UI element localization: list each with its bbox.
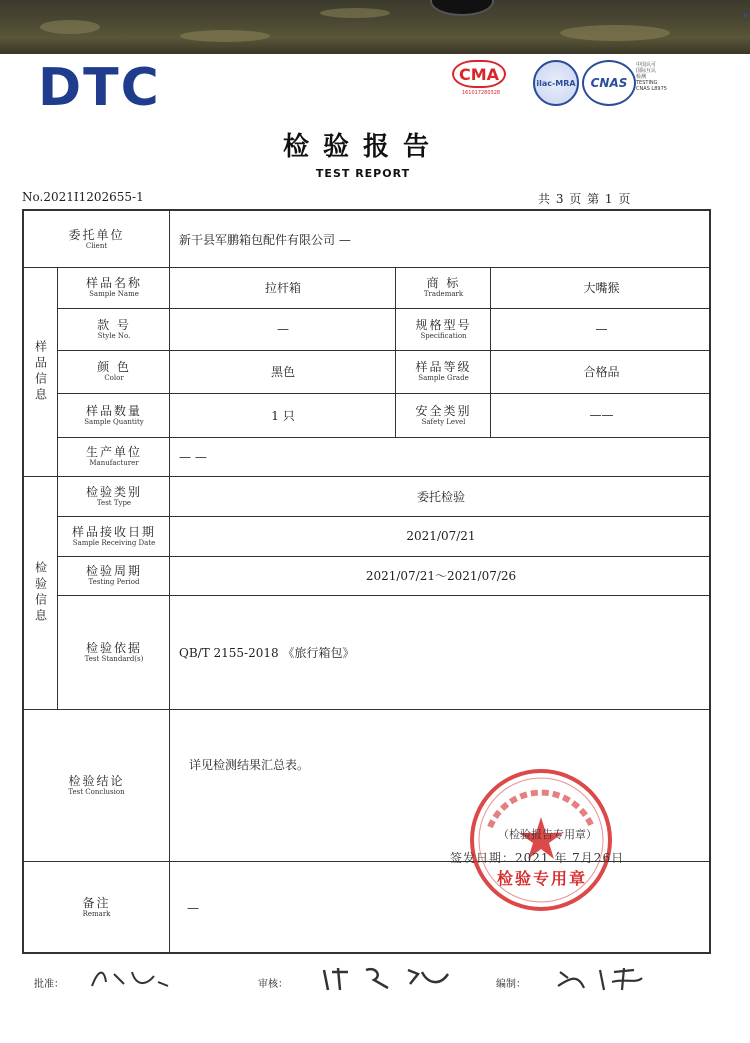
test-standard-label: 检验依据 Test Standard(s) [84, 640, 144, 663]
cnas-caption-line: CNAS L8975 [636, 86, 667, 92]
trademark-label: 商 标 Trademark [423, 276, 464, 298]
cnas-caption [636, 62, 670, 92]
sample-quantity-label: 样品数量 Sample Quantity [84, 403, 144, 426]
conclusion-label: 检验结论 Test Conclusion [68, 773, 125, 796]
test-info-section [24, 476, 57, 709]
reviewer-label: 审核： [258, 979, 288, 990]
sample-info-section-label: 样品信息 [33, 339, 48, 404]
receiving-date-label: 样品接收日期 Sample Receiving Date [71, 524, 156, 547]
approver-signature-icon [84, 964, 174, 992]
testing-period-value: 2021/07/21～2021/07/26 [365, 569, 517, 583]
manufacturer-value: — — [179, 449, 207, 464]
dtc-logo: DTC [38, 58, 161, 118]
safety-level-value: —— [589, 408, 614, 422]
remark-value: — [187, 900, 199, 915]
camera-lens-image [430, 0, 494, 16]
client-value: 新干县军鹏箱包配件有限公司 — [179, 232, 351, 247]
safety-level-label: 安全类别 Safety Level [415, 403, 472, 426]
cnas-caption-line: TESTING [636, 80, 658, 86]
stamp-note: （检验报告专用章） [498, 828, 597, 841]
issue-date: 签发日期：2021 年 7月26日 [450, 851, 625, 865]
top-banner-photo [0, 0, 750, 54]
test-standard-value: QB/T 2155-2018 《旅行箱包》 [179, 645, 355, 660]
cma-number: 161017280328 [461, 90, 501, 96]
edge-mark [744, 14, 747, 17]
color-value: 黑色 [270, 365, 295, 379]
page-count: 共 3 页 第 1 页 [538, 192, 632, 206]
cnas-caption-line: 国际互认 [636, 68, 657, 74]
preparer-signature-icon [550, 964, 650, 992]
cma-logo [452, 60, 510, 108]
specification-value: — [595, 322, 608, 336]
seal-caption: 检验专用章 [497, 869, 588, 888]
sample-name-value: 拉杆箱 [264, 281, 301, 295]
report-title-en: TEST REPORT [315, 167, 411, 180]
test-info-section-label: 检验信息 [33, 560, 48, 625]
trademark-value: 大嘴猴 [583, 281, 620, 295]
conclusion-value: 详见检测结果汇总表。 [189, 758, 310, 772]
manufacturer-label: 生产单位 Manufacturer [85, 445, 142, 467]
testing-period-label: 检验周期 Testing Period [85, 564, 142, 586]
ilac-mra-logo: ilac-MRA [533, 60, 579, 106]
cnas-caption-line: 中国认可 [636, 62, 657, 68]
remark-label: 备注 Remark [82, 896, 111, 918]
cnas-caption-line: 检测 [636, 74, 647, 80]
reviewer-signature-icon [318, 964, 458, 992]
test-type-label: 检验类别 Test Type [85, 484, 142, 507]
specification-label: 规格型号 Specification [415, 317, 472, 340]
client-label: 委托单位 Client [68, 227, 125, 250]
report-number: No.2021I1202655-1 [22, 190, 144, 204]
sample-grade-value: 合格品 [583, 365, 620, 379]
sample-name-label: 样品名称 Sample Name [85, 276, 142, 298]
sample-grade-label: 样品等级 Sample Grade [415, 360, 472, 382]
style-no-label: 款 号 Style No. [97, 317, 131, 340]
test-type-value: 委托检验 [416, 489, 465, 504]
approver-label: 批准： [34, 979, 64, 990]
color-label: 颜 色 Color [97, 360, 131, 382]
receiving-date-value: 2021/07/21 [406, 529, 476, 543]
sample-info-section [24, 267, 57, 476]
sample-quantity-value: 1 只 [271, 408, 295, 423]
cnas-logo: CNAS [582, 60, 636, 106]
preparer-label: 编制： [496, 979, 526, 990]
cma-mark: CMA [452, 60, 506, 88]
report-title: 检验报告 [282, 132, 443, 162]
style-no-value: — [277, 322, 289, 336]
signature-row [0, 960, 750, 989]
